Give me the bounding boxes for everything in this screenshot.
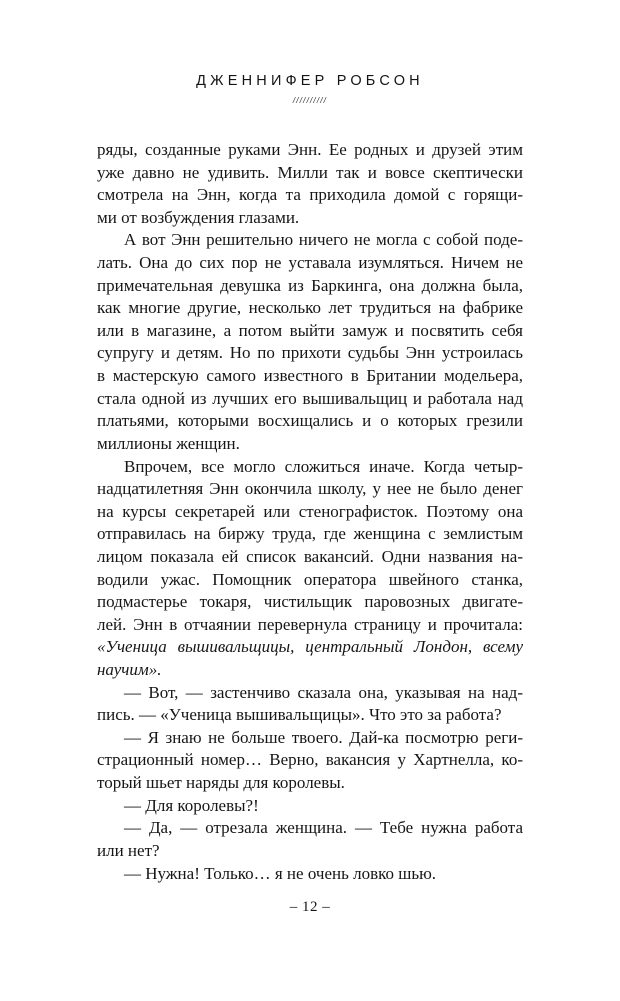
text-line: А вот Энн решительно ничего не могла с собой поде- [124,230,523,250]
author-name: ДЖЕННИФЕР РОБСОН [196,73,424,89]
text-line: торый шьет наряды для королевы. [97,773,345,793]
slash-ornament: ////////// [292,96,328,105]
text-line: — Нужна! Только… я не очень ловко шью. [124,863,437,883]
text-line: — Да, — отрезала женщина. — Тебе нужна работа [124,818,523,838]
text-line: пись. — «Ученица вышивальщицы». Что это за работа? [97,705,502,725]
text-line: как многие другие, несколько лет трудиться на фабрике [97,298,523,318]
text-line: — Вот, — застенчиво сказала она, указывая на над- [124,682,523,702]
text-line: уже давно не удивить. Милли так и вовсе скептически [97,162,523,182]
body-text [97,139,523,885]
text-line: в мастерскую самого известного в Британии модельера, [97,366,523,386]
text-line: супругу и детям. Но по прихоти судьбы Энн устроилась [97,343,523,363]
page-footer [0,899,620,916]
text-line: на курсы секретарей или стенографисток. Поэтому она [97,501,523,521]
text-line: Впрочем, все могло сложиться иначе. Когда четыр- [124,456,523,476]
text-line: платьями, которыми восхищались и о которых грезили [97,411,523,431]
text-line: — Для королевы?! [124,795,259,815]
text-line: лать. Она до сих пор не уставала изумляться. Ничем не [97,253,523,273]
text-line: лицом показала ей список вакансий. Одни названия на- [97,546,523,566]
text-line: надцатилетняя Энн окончила школу, у нее не было денег [97,479,523,499]
text-line: отправилась на биржу труда, где женщина с землистым [97,524,523,544]
text-line: подмастерье токаря, чистильщик паровозных двигате- [97,592,523,612]
text-line: — Я знаю не больше твоего. Дай-ка посмотрю реги- [124,727,523,747]
text-line: примечательная девушка из Баркинга, она должна была, [97,275,523,295]
text-line: ми от возбуждения глазами. [97,207,300,227]
text-line: научим». [97,660,162,680]
text-line: ряды, созданные руками Энн. Ее родных и друзей этим [97,140,523,159]
text-line: смотрела на Энн, когда та приходила домой с горящи- [97,185,523,205]
text-line: или в магазине, а потом выйти замуж и посвятить себя [97,320,523,340]
text-line: водили ужас. Помощник оператора швейного станка, [97,569,523,589]
page-header [0,73,620,105]
text-line: лей. Энн в отчаянии перевернула страницу и прочитала: [97,614,523,634]
text-line: или нет? [97,840,160,860]
text-line: миллионы женщин. [97,433,240,453]
page-number: – 12 – [289,899,331,915]
text-line: страционный номер… Верно, вакансия у Хартнелла, ко- [97,750,523,770]
text-line: стала одной из лучших его вышивальщиц и работала над [97,388,523,408]
text-line: «Ученица вышивальщицы, центральный Лондон, всему [97,637,523,657]
